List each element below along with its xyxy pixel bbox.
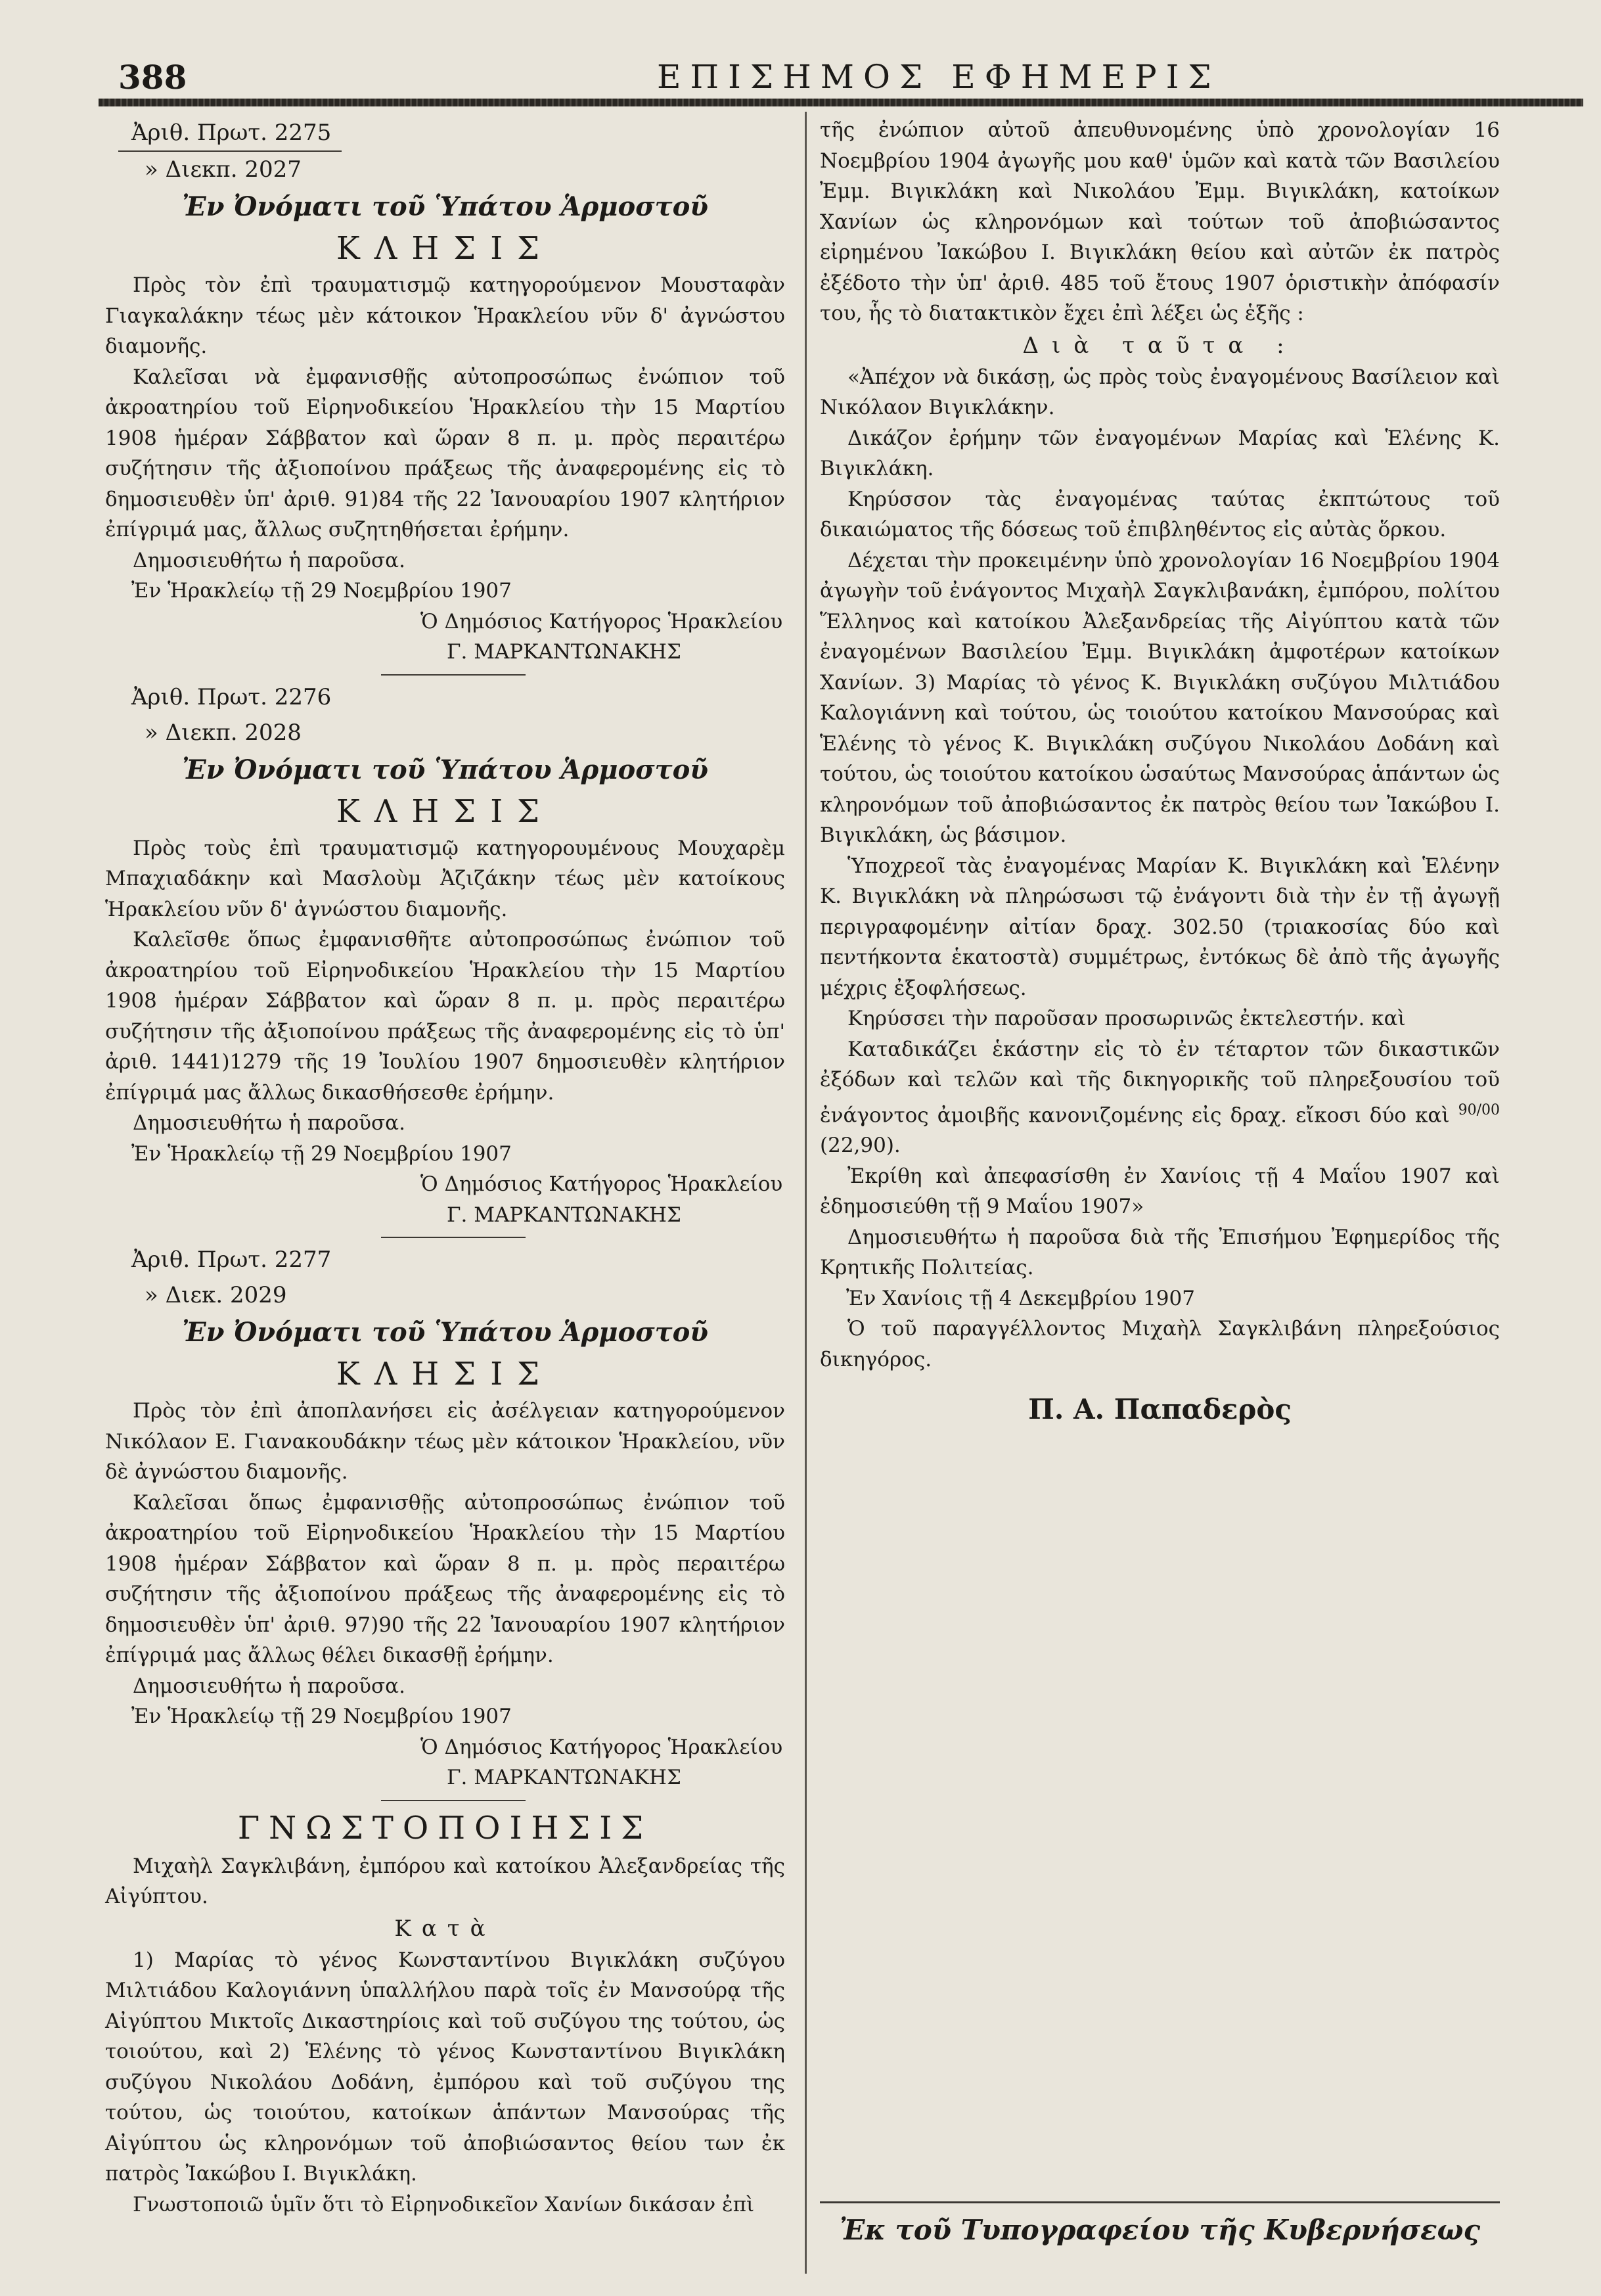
notice-2275: [105, 115, 785, 676]
ruling-paragraph: Ὑποχρεοῖ τὰς ἐναγομένας Μαρίαν Κ. Βιγικλάκη καὶ Ἑλένην Κ. Βιγικλάκη νὰ πληρώσωσι τῷ ἐνάγοντι διὰ τὴν ἐν τῇ ἀγωγῇ περιγραφομένην αἰτίαν δραχ. 302.50 (τριακοσίας δύο καὶ πεντήκοντα ἑκατοστὰ) συμμέτρως, ἐντόκως δὲ ἀπὸ τῆς ἀγωγῆς μέχρις ἐξοφλήσεως.: [820, 854, 1500, 1000]
signature-name: Γ. ΜΑΡΚΑΝΤΩΝΑΚΗΣ: [447, 640, 681, 664]
notice-2277: [105, 1242, 785, 1801]
signature-name: Γ. ΜΑΡΚΑΝΤΩΝΑΚΗΣ: [447, 1766, 681, 1789]
signature-role: Ὁ Δημόσιος Κατήγορος Ἡρακλείου: [420, 1735, 783, 1759]
notice-paragraph: Γνωστοποιῶ ὑμῖν ὅτι τὸ Εἰρηνοδικεῖον Χανίων δικάσαν ἐπὶ: [133, 2192, 755, 2216]
therefore-heading: Διὰ ταῦτα :: [1022, 332, 1297, 359]
ruling-paragraph: «Ἀπέχον νὰ δικάσῃ, ὡς πρὸς τοὺς ἐναγομένους Βασίλειον καὶ Νικόλαον Βιγικλάκην.: [820, 365, 1500, 419]
notice-2276: [105, 679, 785, 1239]
notice-title: ΚΛΗΣΙΣ: [336, 230, 554, 267]
signature-name: Γ. ΜΑΡΚΑΝΤΩΝΑΚΗΣ: [447, 1203, 681, 1227]
separator: [381, 1237, 526, 1238]
protocol-number: Ἀριθ. Πρωτ. 2275: [131, 120, 332, 146]
signature-role: Ὁ Δημόσιος Κατήγορος Ἡρακλείου: [420, 1172, 783, 1196]
dispatch-number: » Διεκ. 2029: [145, 1282, 287, 1308]
right-column: [820, 115, 1500, 1433]
ruling-paragraph: Δέχεται τὴν προκειμένην ὑπὸ χρονολογίαν 16 Νοεμβρίου 1904 ἀγωγὴν τοῦ ἐνάγοντος Μιχαὴλ Σαγκλιβανάκη, ἐμπόρου, πολίτου Ἕλληνος καὶ κατοίκου Ἀλεξανδρείας τῆς Αἰγύπτου κατὰ τῶν ἐναγομένων Βασιλείου Ἐμμ. Βιγικλάκη ἀμφοτέρων κατοίκων Χανίων. 3) Μαρίας τὸ γένος Κ. Βιγικλάκη συζύγου Μιλτιάδου Καλογιάννη καὶ τούτου, ὡς τοιούτου κατοίκου Μανσούρας καὶ Ἑλένης τὸ γένος Κ. Βιγικλάκη συζύγου Νικολάου Δοδάνη καὶ τούτου, ὡς τοιούτου κατοίκου ὡσαύτως Μανσούρας ἁπάντων ὡς κληρονόμων τοῦ ἀποβιώσαντος ἐκ πατρὸς θείου των Ἰακώβου Ι. Βιγικλάκη, ὡς βάσιμον.: [820, 548, 1500, 847]
page-number: 388: [118, 58, 187, 97]
against-heading: Κατὰ: [394, 1915, 496, 1942]
notice-title: ΚΛΗΣΙΣ: [336, 1356, 554, 1392]
notice-paragraph: Καλεῖσαι νὰ ἐμφανισθῇς αὐτοπροσώπως ἐνώπιον τοῦ ἀκροατηρίου τοῦ Εἰρηνοδικείου Ἡρακλείου τὴν 15 Μαρτίου 1908 ἡμέραν Σάββατον καὶ ὥραν 8 π. μ. πρὸς περαιτέρω συζήτησιν τῆς ἀξιοποίνου πράξεως τῆς ἀναφερομένης εἰς τὸ δημοσιευθὲν ὑπ' ἀριθ. 91)84 τῆς 22 Ἰανουαρίου 1907 κλητήριον ἐπίγριμά μας, ἄλλως συζητηθήσεται ἐρήμην.: [105, 365, 785, 541]
protocol-number: Ἀριθ. Πρωτ. 2277: [131, 1247, 332, 1273]
notice-date: Ἐν Ἡρακλείῳ τῇ 29 Νοεμβρίου 1907: [131, 579, 512, 603]
ruling-paragraph: Δικάζον ἐρήμην τῶν ἐναγομένων Μαρίας καὶ Ἑλένης Κ. Βιγικλάκη.: [820, 426, 1500, 480]
notice-paragraph: Καλεῖσαι ὅπως ἐμφανισθῇς αὐτοπροσώπως ἐνώπιον τοῦ ἀκροατηρίου τοῦ Εἰρηνοδικείου Ἡρακλείου τὴν 15 Μαρτίου 1908 ἡμέραν Σάββατον καὶ ὥραν 8 π. μ. πρὸς περαιτέρω συζήτησιν τῆς ἀξιοποίνου πράξεως τῆς ἀναφερομένης εἰς τὸ δημοσιευθὲν ὑπ' ἀριθ. 97)90 τῆς 22 Ἰανουαρίου 1907 κλητήριον ἐπίγριμά μας ἄλλως θέλει δικασθῇ ἐρήμην.: [105, 1490, 785, 1667]
notice-paragraph: Πρὸς τὸν ἐπὶ τραυματισμῷ κατηγορούμενον Μουσταφὰν Γιαγκαλάκην τέως μὲν κάτοικον Ἡρακλείου νῦν δ' ἀγνώστου διαμονῆς.: [105, 273, 785, 358]
notice-heading: Ἐν Ὀνόματι τοῦ Ὑπάτου Ἁρμοστοῦ: [182, 191, 708, 222]
signature-role: Ὁ Δημόσιος Κατήγορος Ἡρακλείου: [420, 609, 783, 633]
header-rule: [99, 99, 1583, 106]
notice-date: Ἐν Ἡρακλείῳ τῇ 29 Νοεμβρίου 1907: [131, 1141, 512, 1166]
dispatch-number: » Διεκπ. 2028: [145, 719, 302, 746]
lawyer-name: Π. Α. Παπαδερὸς: [1028, 1393, 1292, 1426]
notice-heading: Ἐν Ὀνόματι τοῦ Ὑπάτου Ἁρμοστοῦ: [182, 754, 708, 785]
notice-paragraph: Δημοσιευθήτω ἡ παροῦσα.: [133, 1111, 405, 1135]
ruling-paragraph: Δημοσιευθήτω ἡ παροῦσα διὰ τῆς Ἐπισήμου Ἐφημερίδος τῆς Κρητικῆς Πολιτείας.: [820, 1225, 1500, 1280]
amount: (22,90).: [820, 1134, 901, 1158]
signatory-paragraph: Ὁ τοῦ παραγγέλλοντος Μιχαὴλ Σαγκλιβάνη πληρεξούσιος δικηγόρος.: [820, 1317, 1500, 1371]
notice-date: Ἐν Χανίοις τῇ 4 Δεκεμβρίου 1907: [846, 1286, 1195, 1310]
fraction: 90/00: [1458, 1101, 1500, 1118]
ruling-paragraph: Ἐκρίθη καὶ ἀπεφασίσθη ἐν Χανίοις τῇ 4 Μαΐου 1907 καὶ ἐδημοσιεύθη τῇ 9 Μαΐου 1907»: [820, 1164, 1500, 1219]
separator: [381, 1800, 526, 1801]
ruling-paragraph: Κηρύσσον τὰς ἐναγομένας ταύτας ἐκπτώτους τοῦ δικαιώματος τῆς δόσεως τοῦ ἐπιβληθέντος εἰς αὐτὰς ὅρκου.: [820, 487, 1500, 541]
notice-paragraph: Δημοσιευθήτω ἡ παροῦσα.: [133, 1674, 405, 1698]
notice-paragraph: Δημοσιευθήτω ἡ παροῦσα.: [133, 548, 405, 572]
left-column: [105, 115, 785, 2220]
notification-notice: [105, 1805, 785, 2220]
ruling-paragraph: [820, 1034, 1500, 1161]
notice-paragraph: Πρὸς τοὺς ἐπὶ τραυματισμῷ κατηγορουμένους Μουχαρὲμ Μπαχιαδάκην καὶ Μασλοὺμ Ἀζιζάκην τέως μὲν κατοίκους Ἡρακλείου νῦν δ' ἀγνώστου διαμονῆς.: [105, 836, 785, 921]
notice-heading: Ἐν Ὀνόματι τοῦ Ὑπάτου Ἁρμοστοῦ: [182, 1317, 708, 1348]
notice-paragraph: Μιχαὴλ Σαγκλιβάνη, ἐμπόρου καὶ κατοίκου Ἀλεξανδρείας τῆς Αἰγύπτου.: [105, 1854, 785, 1908]
ruling-text: Καταδικάζει ἑκάστην εἰς τὸ ἐν τέταρτον τῶν δικαστικῶν ἐξόδων καὶ τελῶν καὶ τῆς δικηγορικῆς τοῦ πληρεξουσίου τοῦ ἐνάγοντος ἀμοιβῆς κανονιζομένης εἰς δραχ. εἴκοσι δύο καὶ: [820, 1037, 1500, 1127]
notice-title: ΚΛΗΣΙΣ: [336, 792, 554, 830]
notice-paragraph: Καλεῖσθε ὅπως ἐμφανισθῆτε αὐτοπροσώπως ἐνώπιον τοῦ ἀκροατηρίου τοῦ Εἰρηνοδικείου Ἡρακλείου τὴν 15 Μαρτίου 1908 ἡμέραν Σάββατον καὶ ὥραν 8 π. μ. πρὸς περαιτέρω συζήτησιν τῆς ἀξιοποίνου πράξεως τῆς ἀναφερομένης εἰς τὸ ὑπ' ἀριθ. 1441)1279 τῆς 19 Ἰουλίου 1907 δημοσιευθὲν κλητήριον ἐπίγριμά μας ἄλλως δικασθήσεσθε ἐρήμην.: [105, 928, 785, 1105]
notice-date: Ἐν Ἡρακλείῳ τῇ 29 Νοεμβρίου 1907: [131, 1705, 512, 1728]
ruling-paragraph: Κηρύσσει τὴν παροῦσαν προσωρινῶς ἐκτελεστήν. καὶ: [847, 1007, 1406, 1030]
journal-title: ΕΠΙΣΗΜΟΣ ΕΦΗΜΕΡΙΣ: [657, 58, 1221, 96]
protocol-number: Ἀριθ. Πρωτ. 2276: [131, 683, 332, 710]
dispatch-number: » Διεκπ. 2027: [145, 156, 302, 183]
notice-paragraph: τῆς ἐνώπιον αὐτοῦ ἀπευθυνομένης ὑπὸ χρονολογίαν 16 Νοεμβρίου 1904 ἀγωγῆς μου καθ' ὑμῶν καὶ κατὰ τῶν Βασιλείου Ἐμμ. Βιγικλάκη καὶ Νικολάου Ἐμμ. Βιγικλάκη, κατοίκων Χανίων ὡς κληρονόμων καὶ τούτων τοῦ ἀποβιώσαντος εἰρημένου Ἰακώβου Ι. Βιγικλάκη θείου καὶ αὐτῶν ἐκ πατρὸς ἐξέδοτο τὴν ὑπ' ἀριθ. 485 τοῦ ἔτους 1907 ὁριστικὴν ἀπόφασίν του, ἧς τὸ διατακτικὸν ἔχει ἐπὶ λέξει ὡς ἑξῆς :: [820, 118, 1500, 325]
printer-imprint: Ἐκ τοῦ Τυπογραφείου τῆς Κυβερνήσεως: [820, 2201, 1500, 2246]
column-divider: [805, 112, 807, 2274]
separator: [381, 674, 526, 676]
notice-title: ΓΝΩΣΤΟΠΟΙΗΣΙΣ: [237, 1809, 653, 1847]
notice-paragraph: Πρὸς τὸν ἐπὶ ἀποπλανήσει εἰς ἀσέλγειαν κατηγορούμενον Νικόλαον Ε. Γιανακουδάκην τέως μὲν κάτοικον Ἡρακλείου, νῦν δὲ ἀγνώστου διαμονῆς.: [105, 1399, 785, 1484]
notice-paragraph: 1) Μαρίας τὸ γένος Κωνσταντίνου Βιγικλάκη συζύγου Μιλτιάδου Καλογιάννη ὑπαλλήλου παρὰ τοῖς ἐν Μανσούρᾳ τῆς Αἰγύπτου Μικτοῖς Δικαστηρίοις καὶ τοῦ συζύγου της τούτου, ὡς τοιούτου, καὶ 2) Ἑλένης τὸ γένος Κωνσταντίνου Βιγικλάκη συζύγου Νικολάου Δοδάνη, ἐμπόρου καὶ τοῦ συζύγου της τούτου, ὡς τοιούτου, κατοίκων ἁπάντων Μανσούρας τῆς Αἰγύπτου ὡς κληρονόμων τοῦ ἀποβιώσαντος θείου των ἐκ πατρὸς Ἰακώβου Ι. Βιγικλάκη.: [105, 1948, 785, 2186]
